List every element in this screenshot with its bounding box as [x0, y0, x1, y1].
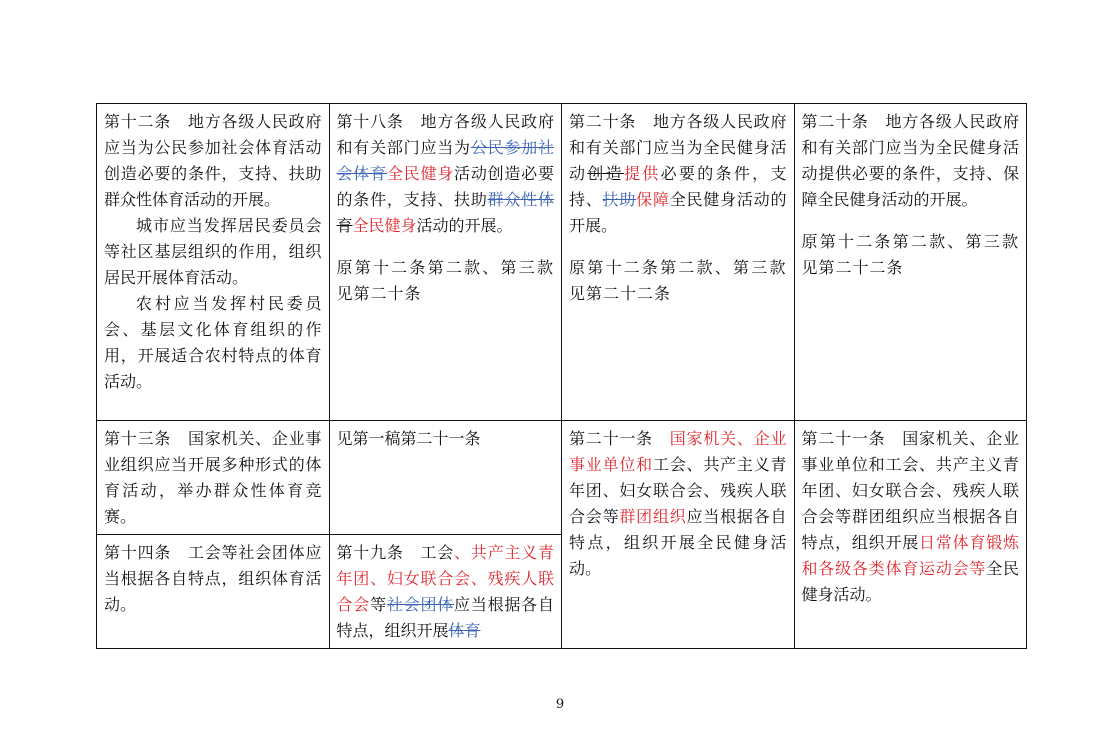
page-number: 9: [555, 697, 565, 712]
deleted-text: 创造: [587, 164, 624, 183]
article-paragraph-3: 农村应当发挥村民委员会、基层文化体育组织的作用，开展适合农村特点的体育活动。: [104, 294, 322, 391]
added-text: 保障: [636, 190, 670, 209]
cell-draft1-art19: [329, 535, 562, 649]
article-text: 地方各级人民政府和有关部门应当为全民健身活动: [569, 112, 787, 183]
article-text: 地方各级人民政府和有关部门应当为: [336, 112, 554, 157]
article-number: 第十三条: [104, 429, 172, 448]
added-text: 国家机关、企业事业单位和: [569, 429, 787, 474]
added-text: 、共产主义青年团、妇女联合会、残疾人联合会: [336, 543, 554, 614]
cell-draft1-ref: [329, 421, 562, 535]
article-number: 第二十条: [569, 112, 637, 131]
cell-original-art14: [97, 535, 330, 649]
deleted-text: 社会团体: [386, 595, 455, 614]
added-text: 提供: [623, 164, 661, 183]
article-text: 工会等社会团体应当根据各自特点，组织体育活动。: [104, 543, 322, 614]
article-text: 工会: [420, 543, 455, 562]
cell-draft2-art20: [562, 104, 795, 421]
added-text: 群团组织: [619, 507, 687, 526]
article-text: 地方各级人民政府和有关部门应当为全民健身活动提供必要的条件，支持、保障全民健身活动的开展。: [801, 112, 1019, 209]
article-text: 应当根据各自特点，组织开展全民健身活动。: [569, 507, 787, 578]
table-row: [97, 421, 1027, 535]
article-paragraph-2: 城市应当发挥居民委员会等社区基层组织的作用，组织居民开展体育活动。: [104, 216, 322, 287]
cross-reference-note: 原第十二条第二款、第三款见第二十二条: [801, 232, 1019, 277]
added-text: 全民健身: [386, 164, 455, 183]
article-number: 第二十一条: [569, 429, 653, 448]
table-row: [97, 104, 1027, 421]
article-text: 必要的条件，支持、: [569, 164, 787, 209]
article-number: 第十八条: [336, 112, 404, 131]
article-number: 第二十条: [801, 112, 869, 131]
cross-reference-note: 原第十二条第二款、第三款见第二十条: [336, 258, 554, 303]
article-text: 活动创造必要的条件，支持、扶助: [336, 164, 554, 209]
added-text: 全民健身: [352, 216, 417, 235]
cross-reference-note: 原第十二条第二款、第三款见第二十二条: [569, 258, 787, 303]
cell-original-art13: [97, 421, 330, 535]
article-text: 应当根据各自特点，组织开展: [336, 595, 554, 640]
comparison-table: [96, 103, 1027, 649]
article-number: 第二十一条: [801, 429, 886, 448]
cell-final-art21: [794, 421, 1027, 649]
article-number: 第十四条: [104, 543, 172, 562]
deleted-text: 育: [336, 216, 353, 235]
deleted-text: 公民参加社会体育: [336, 138, 554, 183]
cell-final-art20: [794, 104, 1027, 421]
added-text: 日常体育锻炼和各级各类体育运动会等: [801, 533, 1019, 578]
cell-draft2-art21: [562, 421, 795, 649]
cell-original-art12: [97, 104, 330, 421]
article-number: 第十九条: [336, 543, 404, 562]
article-text: 地方各级人民政府应当为公民参加社会体育活动创造必要的条件，支持、扶助群众性体育活动的开展。: [104, 112, 322, 209]
article-text: 活动的开展。: [416, 216, 513, 235]
deleted-text: 体育: [448, 621, 481, 640]
article-text: 等: [370, 595, 387, 614]
article-text: 工会、共产主义青年团、妇女联合会、残疾人联合会等: [569, 455, 787, 526]
article-text: 国家机关、企业事业单位和工会、共产主义青年团、妇女联合会、残疾人联合会等群团组织应当根据各自特点，组织开展: [801, 429, 1019, 552]
deleted-text: 扶助: [602, 190, 637, 209]
article-number: 第十二条: [104, 112, 172, 131]
article-text: 全民健身活动的开展。: [569, 190, 787, 235]
deleted-text: 群众性体: [487, 190, 554, 209]
article-text: 国家机关、企业事业组织应当开展多种形式的体育活动，举办群众性体育竞赛。: [104, 429, 322, 526]
article-text: 全民健身活动。: [801, 559, 1019, 604]
cell-draft1-art18: [329, 104, 562, 421]
cross-reference-note: 见第一稿第二十一条: [336, 429, 481, 448]
